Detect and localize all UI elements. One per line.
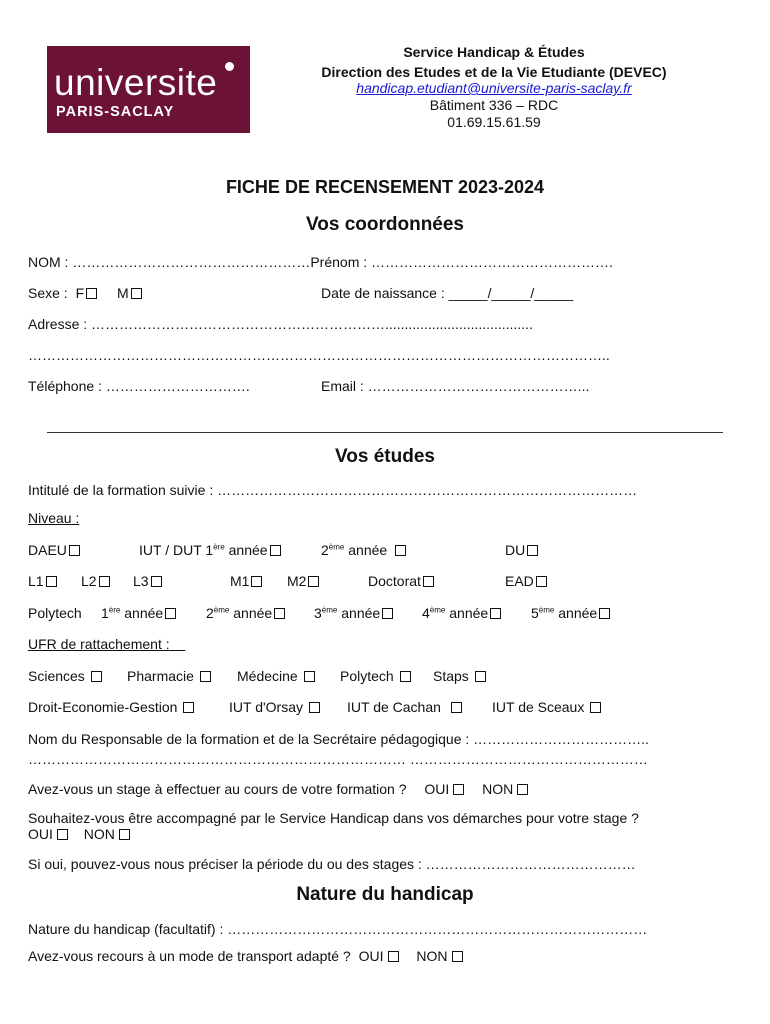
- checkbox-m2[interactable]: [308, 576, 319, 587]
- checkbox-droit[interactable]: [183, 702, 194, 713]
- intitule-formation-line[interactable]: Intitulé de la formation suivie : ………………………………………………………………………………: [28, 482, 638, 498]
- checkbox-iut-orsay[interactable]: [309, 702, 320, 713]
- logo-wordmark: universite: [54, 62, 218, 103]
- header-building: Bâtiment 336 – RDC: [429, 97, 559, 113]
- email-line[interactable]: Email : ………………………………………...: [321, 378, 590, 394]
- option-iut-sceaux[interactable]: IUT de Sceaux: [492, 699, 601, 715]
- nom-prenom-line[interactable]: NOM : ……………………………………………Prénom : …………………………………………….: [28, 254, 613, 270]
- checkbox-iut-sceaux[interactable]: [590, 702, 601, 713]
- ufr-label: UFR de rattachement :: [28, 636, 170, 652]
- responsable-line-2[interactable]: ……………………………………………………………………… ……………………………………………: [28, 751, 648, 767]
- logo-subtitle: PARIS-SACLAY: [56, 104, 175, 120]
- university-logo: [47, 46, 250, 133]
- stage-question: Avez-vous un stage à effectuer au cours de votre formation ?: [28, 781, 407, 797]
- checkbox-iut-cachan[interactable]: [451, 702, 462, 713]
- checkbox-medecine[interactable]: [304, 671, 315, 682]
- option-polytech-3[interactable]: 3ème année: [314, 605, 393, 621]
- option-l2[interactable]: L2: [81, 573, 110, 589]
- header-direction: Direction des Etudes et de la Vie Etudiante (DEVEC): [321, 64, 667, 80]
- sexe-row: [28, 285, 142, 301]
- checkbox-pharmacie[interactable]: [200, 671, 211, 682]
- checkbox-iut-1[interactable]: [270, 545, 281, 556]
- checkbox-m1[interactable]: [251, 576, 262, 587]
- divider: [47, 432, 723, 433]
- checkbox-polytech-ufr[interactable]: [400, 671, 411, 682]
- sexe-f-label: F: [75, 285, 85, 301]
- adresse-line-2[interactable]: ……………………………………………………………………………………………………………..: [28, 347, 610, 363]
- header-email-row: [250, 80, 738, 96]
- telephone-line[interactable]: Téléphone : ………………………….: [28, 378, 250, 394]
- page-title: FICHE DE RECENSEMENT 2023-2024: [225, 177, 545, 197]
- stage-question-row: Avez-vous un stage à effectuer au cours de votre formation ? OUI NON: [28, 781, 528, 797]
- option-ead[interactable]: EAD: [505, 573, 547, 589]
- option-iut-cachan[interactable]: IUT de Cachan: [347, 699, 462, 715]
- checkbox-polytech-1[interactable]: [165, 608, 176, 619]
- transport-question: Avez-vous recours à un mode de transport adapté ?: [28, 948, 351, 964]
- option-sciences[interactable]: Sciences: [28, 668, 102, 684]
- checkbox-daeu[interactable]: [69, 545, 80, 556]
- checkbox-polytech-3[interactable]: [382, 608, 393, 619]
- periode-stage-line[interactable]: Si oui, pouvez-vous nous préciser la période du ou des stages : ………………………………………: [28, 856, 636, 872]
- checkbox-polytech-2[interactable]: [274, 608, 285, 619]
- checkbox-l3[interactable]: [151, 576, 162, 587]
- accompagnement-options: OUI NON: [28, 826, 130, 842]
- checkbox-du[interactable]: [527, 545, 538, 556]
- option-polytech-1[interactable]: 1ère année: [101, 605, 176, 621]
- checkbox-ead[interactable]: [536, 576, 547, 587]
- adresse-line[interactable]: Adresse : ………………………………………………………......................................: [28, 316, 533, 332]
- checkbox-stage-non[interactable]: [517, 784, 528, 795]
- option-doctorat[interactable]: Doctorat: [368, 573, 434, 589]
- option-m2[interactable]: M2: [287, 573, 319, 589]
- option-iut-dut-1[interactable]: IUT / DUT 1ère année: [139, 542, 281, 558]
- option-du[interactable]: DU: [505, 542, 538, 558]
- option-l1[interactable]: L1: [28, 573, 57, 589]
- option-l3[interactable]: L3: [133, 573, 162, 589]
- polytech-label: Polytech: [28, 605, 82, 621]
- header-email-link[interactable]: handicap.etudiant@universite-paris-saclay.fr: [356, 80, 632, 96]
- section-heading-handicap: Nature du handicap: [296, 884, 474, 905]
- niveau-label: Niveau :: [28, 510, 80, 526]
- option-iut-dut-2[interactable]: 2ème année: [321, 542, 406, 558]
- checkbox-transport-oui[interactable]: [388, 951, 399, 962]
- responsable-line[interactable]: Nom du Responsable de la formation et de la Secrétaire pédagogique : ………………………………..: [28, 731, 649, 747]
- option-medecine[interactable]: Médecine: [237, 668, 315, 684]
- checkbox-polytech-4[interactable]: [490, 608, 501, 619]
- option-staps[interactable]: Staps: [433, 668, 486, 684]
- checkbox-accomp-non[interactable]: [119, 829, 130, 840]
- option-polytech-5[interactable]: 5ème année: [531, 605, 610, 621]
- checkbox-l1[interactable]: [46, 576, 57, 587]
- checkbox-sciences[interactable]: [91, 671, 102, 682]
- date-naissance-line[interactable]: Date de naissance : _____/_____/_____: [321, 285, 574, 301]
- option-polytech-2[interactable]: 2ème année: [206, 605, 285, 621]
- checkbox-stage-oui[interactable]: [453, 784, 464, 795]
- option-polytech-4[interactable]: 4ème année: [422, 605, 501, 621]
- sexe-m-label: M: [117, 285, 129, 301]
- checkbox-l2[interactable]: [99, 576, 110, 587]
- option-pharmacie[interactable]: Pharmacie: [127, 668, 211, 684]
- sexe-label: Sexe :: [28, 285, 68, 301]
- checkbox-polytech-5[interactable]: [599, 608, 610, 619]
- checkbox-m[interactable]: [131, 288, 142, 299]
- logo-dot-icon: [225, 62, 234, 71]
- option-iut-orsay[interactable]: IUT d'Orsay: [229, 699, 320, 715]
- checkbox-doctorat[interactable]: [423, 576, 434, 587]
- option-m1[interactable]: M1: [230, 573, 262, 589]
- header-phone: 01.69.15.61.59: [447, 114, 541, 130]
- section-heading-coordonnees: Vos coordonnées: [305, 214, 464, 235]
- section-heading-etudes: Vos études: [335, 446, 435, 467]
- checkbox-f[interactable]: [86, 288, 97, 299]
- checkbox-transport-non[interactable]: [452, 951, 463, 962]
- checkbox-staps[interactable]: [475, 671, 486, 682]
- option-droit-eco-gestion[interactable]: Droit-Economie-Gestion: [28, 699, 194, 715]
- option-polytech-ufr[interactable]: Polytech: [340, 668, 411, 684]
- header-service: Service Handicap & Études: [403, 44, 585, 60]
- nature-handicap-line[interactable]: Nature du handicap (facultatif) : ………………………………………………………………………………: [28, 921, 648, 937]
- transport-question-row: Avez-vous recours à un mode de transport adapté ? OUI NON: [28, 948, 463, 964]
- option-daeu[interactable]: DAEU: [28, 542, 80, 558]
- checkbox-iut-2[interactable]: [395, 545, 406, 556]
- accompagnement-question: Souhaitez-vous être accompagné par le Service Handicap dans vos démarches pour votre stage ?: [28, 810, 639, 826]
- checkbox-accomp-oui[interactable]: [57, 829, 68, 840]
